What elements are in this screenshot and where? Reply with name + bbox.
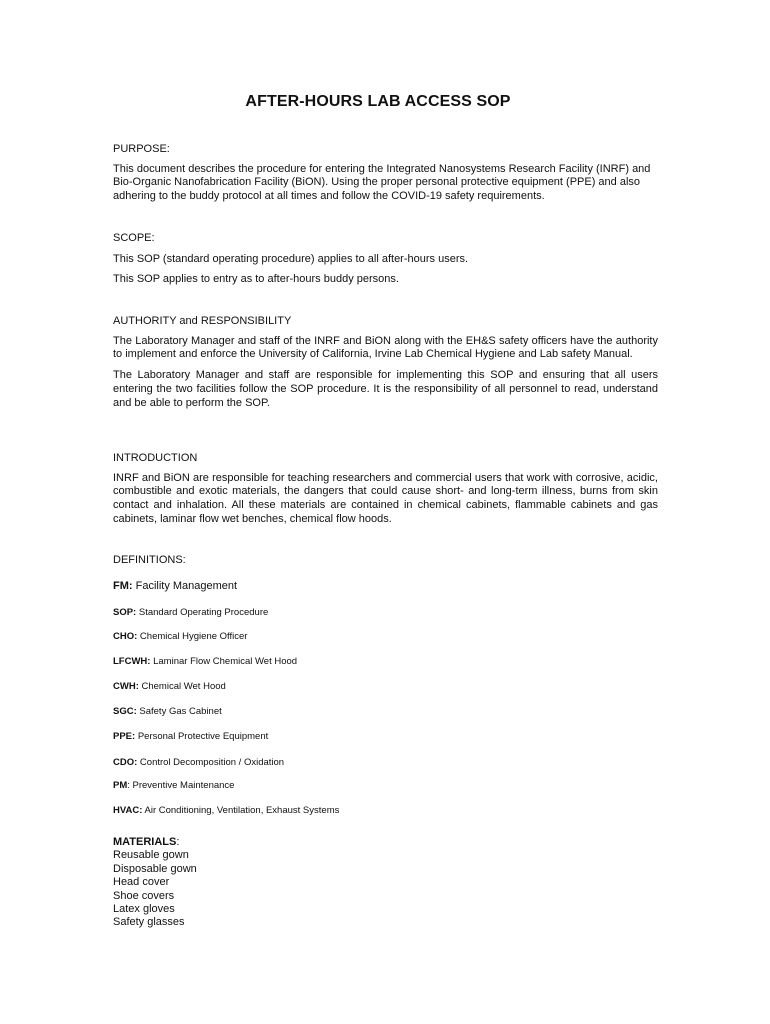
- definition-term: FM:: [113, 580, 133, 592]
- definition-item: [113, 780, 234, 791]
- definition-meaning: Laminar Flow Chemical Wet Hood: [150, 656, 298, 667]
- definition-meaning: Safety Gas Cabinet: [136, 706, 222, 717]
- definition-item: [113, 706, 222, 717]
- materials-item: Reusable gown: [113, 849, 189, 862]
- materials-item: Disposable gown: [113, 862, 197, 875]
- definition-meaning: Chemical Hygiene Officer: [137, 631, 248, 642]
- definition-meaning: : Preventive Maintenance: [127, 780, 235, 791]
- authority-paragraph-1: The Laboratory Manager and staff of the INRF and BiON along with the EH&S safety officers have the authority to implement and enforce the University of California, Irvine Lab Chemical Hygiene and Lab safety Manual.: [113, 334, 658, 361]
- materials-item: Head cover: [113, 876, 170, 889]
- document-title: AFTER-HOURS LAB ACCESS SOP: [245, 93, 511, 110]
- purpose-heading: PURPOSE:: [113, 143, 170, 155]
- definition-term: CHO:: [113, 631, 138, 642]
- definition-meaning: Chemical Wet Hood: [138, 681, 226, 692]
- materials-item: Latex gloves: [113, 903, 175, 916]
- definition-item: [113, 757, 284, 768]
- definition-term: SOP:: [113, 607, 137, 618]
- definition-item: [113, 681, 226, 692]
- definition-term: SGC:: [113, 706, 137, 717]
- scope-line-1: This SOP (standard operating procedure) applies to all after-hours users.: [113, 252, 469, 265]
- definition-meaning: Facility Management: [132, 580, 238, 592]
- scope-section: [113, 232, 658, 287]
- materials-section: [113, 836, 197, 930]
- definition-meaning: Control Decomposition / Oxidation: [137, 757, 285, 768]
- definition-term: LFCWH:: [113, 656, 151, 667]
- definition-item: [113, 731, 268, 742]
- purpose-text: This document describes the procedure for entering the Integrated Nanosystems Research Facility (INRF) and Bio-Organic Nanofabrication Facility (BiON). Using the proper personal protective equipment (PPE) and also adhering to the buddy protocol at all times and follow the COVID-19 safety requirements.: [113, 162, 651, 203]
- scope-line-2: This SOP applies to entry as to after-hours buddy persons.: [113, 273, 399, 286]
- definition-meaning: Standard Operating Procedure: [136, 607, 269, 618]
- definition-term: CWH:: [113, 681, 139, 692]
- definitions-heading: DEFINITIONS:: [113, 554, 186, 566]
- definition-item: [113, 631, 247, 642]
- authority-heading: AUTHORITY and RESPONSIBILITY: [113, 315, 292, 327]
- purpose-section: [113, 143, 658, 204]
- introduction-section: [113, 452, 658, 527]
- definition-meaning: Personal Protective Equipment: [135, 731, 269, 742]
- definition-term: PPE:: [113, 731, 136, 742]
- materials-heading-colon: :: [176, 836, 180, 848]
- definition-item: [113, 805, 339, 816]
- scope-heading: SCOPE:: [113, 232, 155, 244]
- materials-item: Shoe covers: [113, 889, 175, 902]
- materials-heading: [113, 836, 197, 849]
- definition-item: [113, 580, 237, 592]
- materials-item: Safety glasses: [113, 916, 185, 929]
- definition-term: CDO:: [113, 757, 138, 768]
- definition-term: HVAC:: [113, 805, 143, 816]
- materials-heading-label: MATERIALS: [113, 836, 177, 848]
- authority-section: [113, 315, 658, 410]
- definition-term: PM: [113, 780, 128, 791]
- introduction-text: INRF and BiON are responsible for teaching researchers and commercial users that work with corrosive, acidic, combustible and exotic materials, the dangers that could cause short- and long-term illness, burns from skin contact and inhalation. All these materials are contained in chemical cabinets, flammable cabinets and gas cabinets, laminar flow wet benches, chemical flow hoods.: [113, 471, 658, 525]
- definition-meaning: Air Conditioning, Ventilation, Exhaust Systems: [142, 805, 340, 816]
- authority-paragraph-2: The Laboratory Manager and staff are responsible for implementing this SOP and ensuring that all users entering the two facilities follow the SOP procedure. It is the responsibility of all personnel to read, understand and be able to perform the SOP.: [113, 369, 658, 409]
- introduction-heading: INTRODUCTION: [113, 452, 198, 464]
- definition-item: [113, 656, 297, 667]
- definition-item: [113, 607, 268, 618]
